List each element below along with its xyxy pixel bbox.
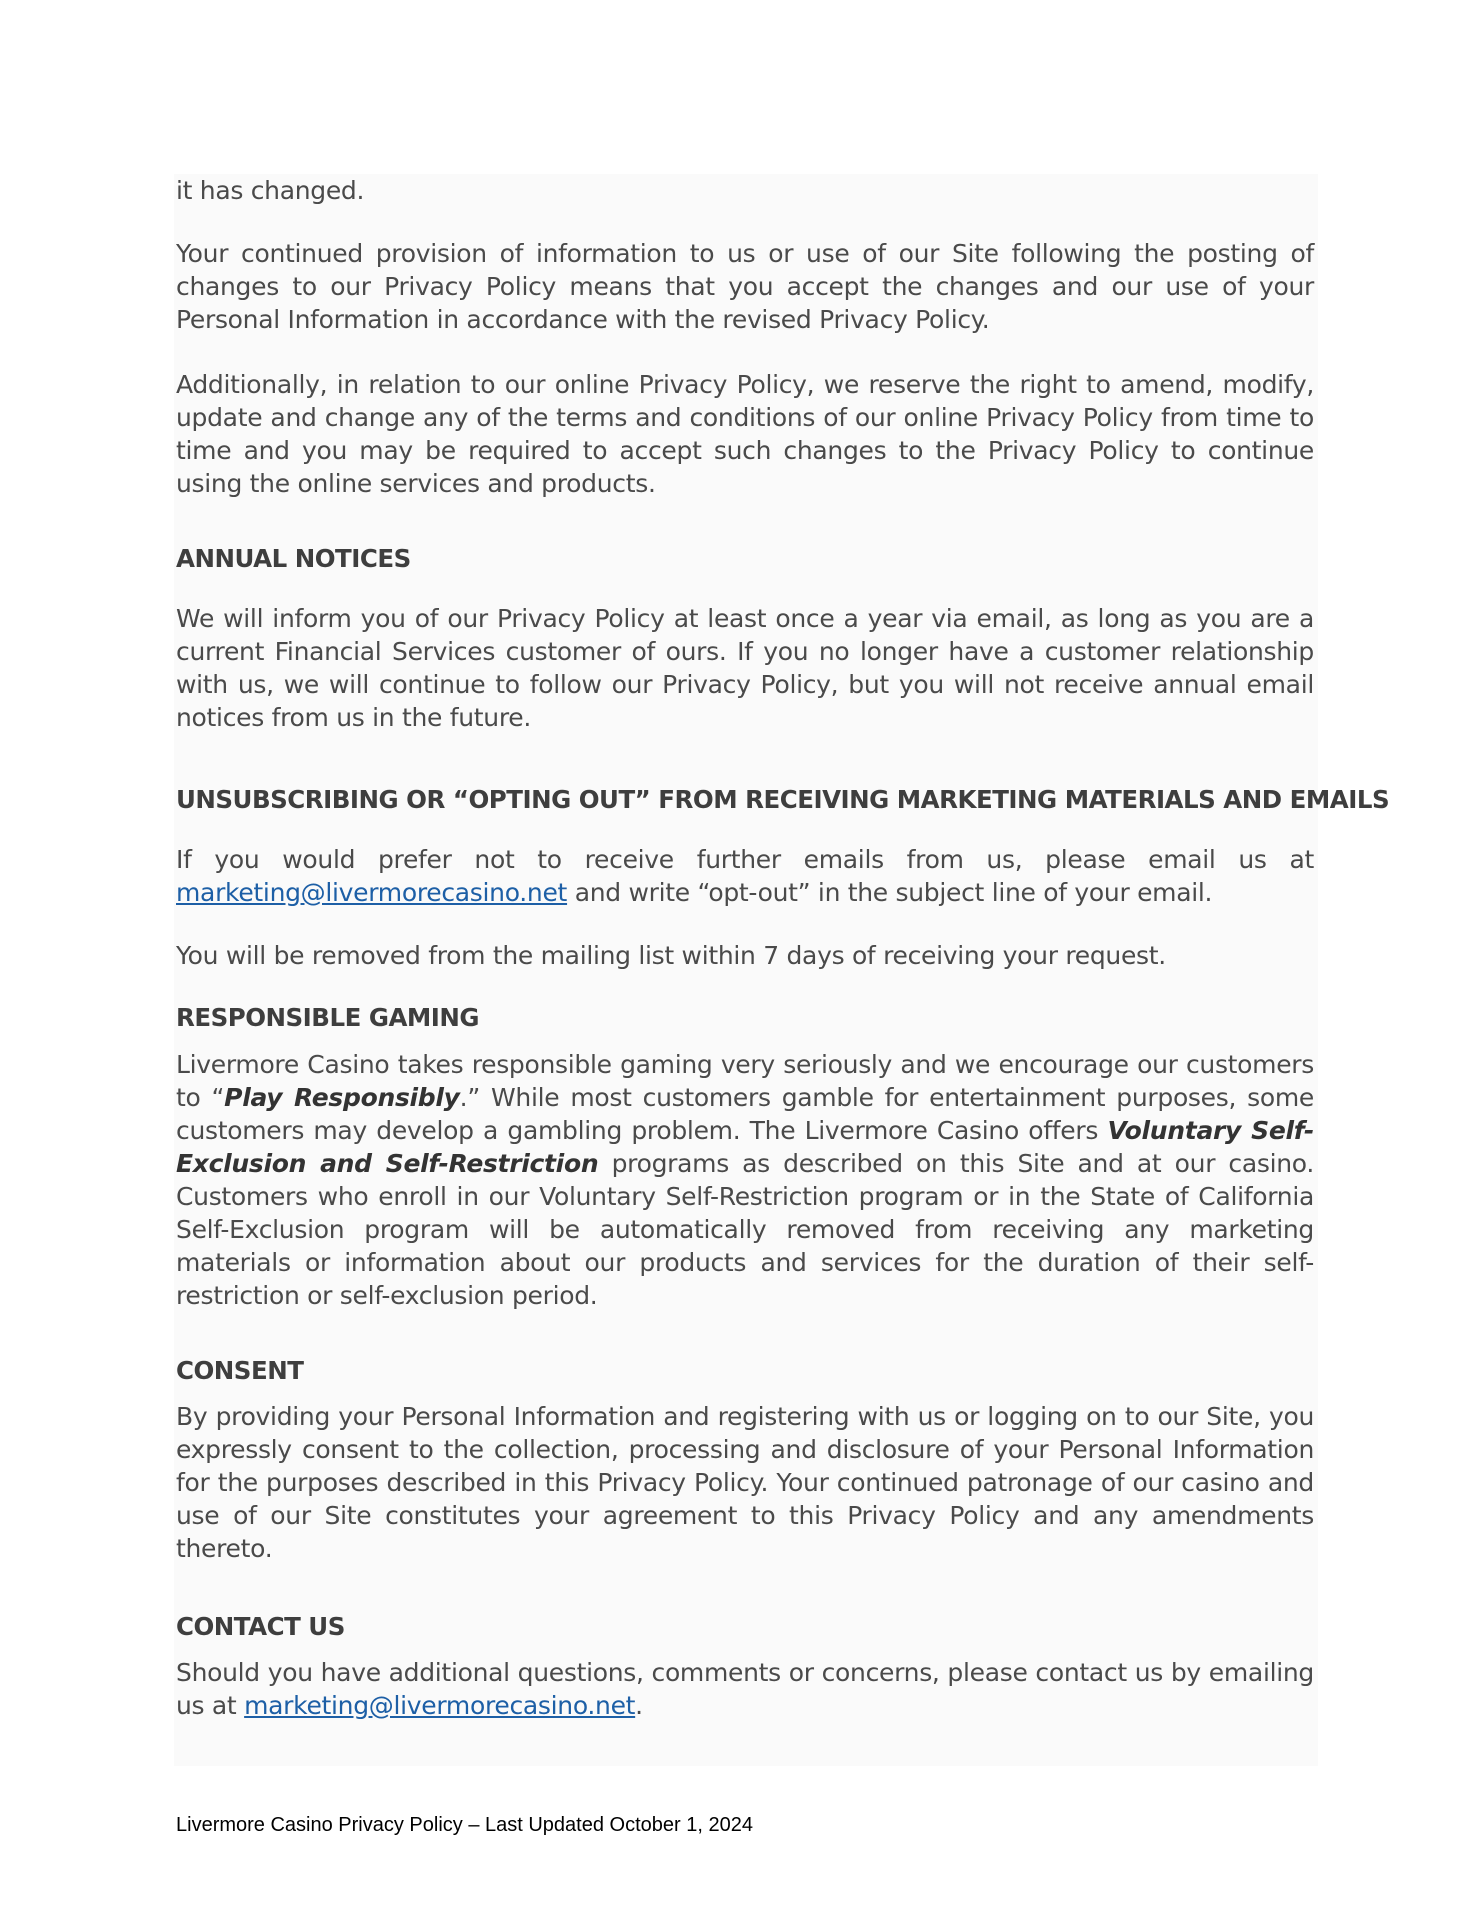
heading-contact-us: CONTACT US [176, 1612, 345, 1641]
unsubscribe-text-suffix: and write “opt-out” in the subject line of your email. [574, 878, 1213, 907]
heading-annual-notices: ANNUAL NOTICES [176, 544, 411, 573]
paragraph-contact [176, 1656, 1314, 1722]
paragraph-consent: By providing your Personal Information and registering with us or logging on to our Site, you expressly consent to the collection, processing and disclosure of your Personal Information for the purposes described in this Privacy Policy. Your continued patronage of our casino and use of our Site constitutes your agreement to this Privacy Policy and any amendments thereto. [176, 1402, 1314, 1563]
gaming-text-part1: Livermore Casino takes responsible gaming very seriously and we encourage our customers to “ [176, 1050, 1314, 1112]
play-responsibly-emphasis: Play Responsibly [224, 1083, 460, 1112]
paragraph-continued-provision: Your continued provision of information to us or use of our Site following the posting of changes to our Privacy Policy means that you accept the changes and our use of your Personal Information in accordance with the revised Privacy Policy. [176, 239, 1314, 334]
heading-unsubscribing: UNSUBSCRIBING OR “OPTING OUT” FROM RECEIVING MARKETING MATERIALS AND EMAILS [176, 785, 1390, 814]
paragraph-responsible-gaming [176, 1048, 1314, 1312]
heading-consent: CONSENT [176, 1356, 304, 1385]
paragraph-removal-note: You will be removed from the mailing list within 7 days of receiving your request. [176, 941, 1166, 970]
contact-text-prefix: Should you have additional questions, comments or concerns, please contact us by emailing us at [176, 1658, 1314, 1720]
contact-email-link[interactable]: marketing@livermorecasino.net [244, 1691, 636, 1720]
heading-responsible-gaming: RESPONSIBLE GAMING [176, 1003, 480, 1032]
contact-text-suffix: . [635, 1691, 643, 1720]
self-exclusion-emphasis: Voluntary Self-Exclusion and Self-Restriction [176, 1116, 1314, 1178]
marketing-email-link[interactable]: marketing@livermorecasino.net [176, 878, 568, 907]
paragraph-amend-rights: Additionally, in relation to our online Privacy Policy, we reserve the right to amend, modify, update and change any of the terms and conditions of our online Privacy Policy from time to time and you may be required to accept such changes to the Privacy Policy to continue using the online services and products. [176, 370, 1314, 498]
unsubscribe-text-prefix: If you would prefer not to receive further emails from us, please email us at [176, 845, 1314, 874]
paragraph-annual-notices: We will inform you of our Privacy Policy at least once a year via email, as long as you are a current Financial Services customer of ours. If you no longer have a customer relationship with us, we will continue to follow our Privacy Policy, but you will not receive annual email notices from us in the future. [176, 604, 1314, 732]
page-footer: Livermore Casino Privacy Policy – Last Updated October 1, 2024 [176, 1814, 753, 1836]
paragraph-unsubscribing [176, 843, 1314, 909]
gaming-text-part3: programs as described on this Site and at our casino. Customers who enroll in our Voluntary Self-Restriction program or in the State of California Self-Exclusion program will be automatically removed from receiving any marketing materials or information about our products and services for the duration of their self-restriction or self-exclusion period. [176, 1149, 1314, 1310]
continued-text: it has changed. [176, 176, 365, 205]
gaming-text-part2: .” While most customers gamble for entertainment purposes, some customers may develop a gambling problem. The Livermore Casino offers [176, 1083, 1314, 1145]
